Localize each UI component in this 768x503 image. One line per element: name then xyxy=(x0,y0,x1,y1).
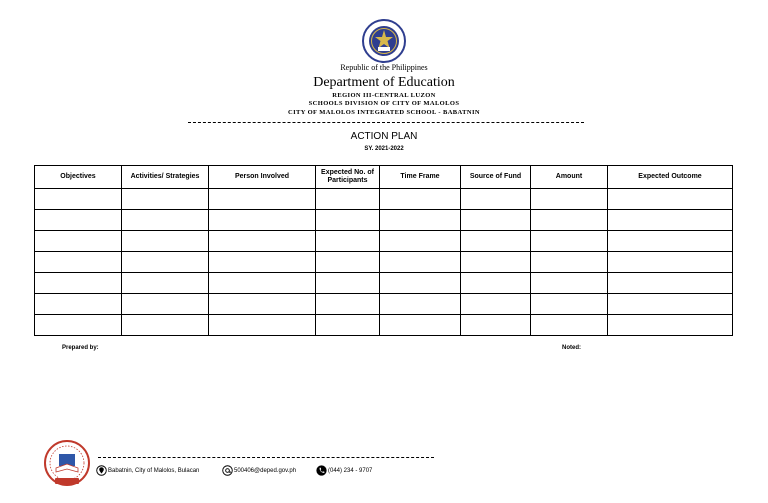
school-year: SY. 2021-2022 xyxy=(364,146,404,152)
table-cell[interactable] xyxy=(380,294,461,315)
table-cell[interactable] xyxy=(209,315,316,336)
region-heading: REGION III-CENTRAL LUZON xyxy=(332,92,436,99)
document-title: ACTION PLAN xyxy=(350,131,418,142)
footer-address xyxy=(96,464,199,477)
table-row xyxy=(35,189,733,210)
deped-seal-logo xyxy=(358,18,410,64)
table-cell[interactable] xyxy=(316,294,380,315)
table-cell[interactable] xyxy=(461,231,531,252)
table-cell[interactable] xyxy=(122,252,209,273)
table-cell[interactable] xyxy=(209,189,316,210)
table-cell[interactable] xyxy=(531,294,608,315)
table-cell[interactable] xyxy=(316,189,380,210)
table-cell[interactable] xyxy=(316,273,380,294)
table-cell[interactable] xyxy=(209,210,316,231)
noted-label: Noted: xyxy=(562,345,581,351)
table-cell[interactable] xyxy=(608,294,733,315)
column-header-expected-outcome: Expected Outcome xyxy=(608,166,733,189)
table-cell[interactable] xyxy=(316,231,380,252)
table-cell[interactable] xyxy=(35,294,122,315)
table-cell[interactable] xyxy=(35,252,122,273)
table-cell[interactable] xyxy=(209,273,316,294)
table-cell[interactable] xyxy=(461,294,531,315)
table-cell[interactable] xyxy=(316,252,380,273)
footer-divider xyxy=(98,457,434,458)
table-cell[interactable] xyxy=(209,252,316,273)
footer-phone xyxy=(316,464,372,477)
email-icon xyxy=(222,465,233,476)
table-row xyxy=(35,294,733,315)
table-cell[interactable] xyxy=(531,315,608,336)
prepared-by-label: Prepared by: xyxy=(62,345,99,351)
column-header-activities: Activities/ Strategies xyxy=(122,166,209,189)
republic-heading: Republic of the Philippines xyxy=(340,63,428,72)
table-cell[interactable] xyxy=(209,231,316,252)
table-cell[interactable] xyxy=(35,189,122,210)
table-cell[interactable] xyxy=(608,315,733,336)
table-row xyxy=(35,315,733,336)
location-icon xyxy=(96,465,107,476)
table-cell[interactable] xyxy=(461,252,531,273)
table-cell[interactable] xyxy=(380,273,461,294)
table-cell[interactable] xyxy=(608,273,733,294)
table-cell[interactable] xyxy=(316,315,380,336)
table-body xyxy=(35,189,733,336)
table-row xyxy=(35,231,733,252)
column-header-person-involved: Person Involved xyxy=(209,166,316,189)
table-cell[interactable] xyxy=(122,294,209,315)
table-cell[interactable] xyxy=(35,231,122,252)
action-plan-table xyxy=(34,165,733,336)
table-cell[interactable] xyxy=(608,231,733,252)
table-cell[interactable] xyxy=(122,210,209,231)
division-heading: SCHOOLS DIVISION OF CITY OF MALOLOS xyxy=(308,100,460,107)
table-row xyxy=(35,273,733,294)
school-heading: CITY OF MALOLOS INTEGRATED SCHOOL - BABATNIN xyxy=(287,109,481,116)
table-cell[interactable] xyxy=(209,294,316,315)
table-cell[interactable] xyxy=(316,210,380,231)
phone-icon xyxy=(316,465,327,476)
table-cell[interactable] xyxy=(122,189,209,210)
column-header-source-of-fund: Source of Fund xyxy=(461,166,531,189)
address-text: Babatnin, City of Malolos, Bulacan xyxy=(108,467,200,474)
header-divider xyxy=(188,122,584,123)
table-cell[interactable] xyxy=(380,252,461,273)
table-row xyxy=(35,210,733,231)
phone-text: (044) 234 - 9707 xyxy=(328,467,373,474)
table-cell[interactable] xyxy=(35,273,122,294)
table-cell[interactable] xyxy=(531,273,608,294)
table-cell[interactable] xyxy=(461,189,531,210)
column-header-objectives: Objectives xyxy=(35,166,122,189)
school-logo xyxy=(42,438,92,490)
table-cell[interactable] xyxy=(122,315,209,336)
table-cell[interactable] xyxy=(122,273,209,294)
table-cell[interactable] xyxy=(531,189,608,210)
table-cell[interactable] xyxy=(608,252,733,273)
table-header-row xyxy=(35,166,733,189)
table-cell[interactable] xyxy=(380,315,461,336)
email-text: 500406@deped.gov.ph xyxy=(234,467,297,474)
department-heading: Department of Education xyxy=(313,75,455,90)
table-row xyxy=(35,252,733,273)
footer-email xyxy=(222,464,296,477)
table-cell[interactable] xyxy=(531,231,608,252)
table-cell[interactable] xyxy=(380,189,461,210)
table-cell[interactable] xyxy=(35,210,122,231)
table-cell[interactable] xyxy=(531,210,608,231)
table-cell[interactable] xyxy=(122,231,209,252)
table-cell[interactable] xyxy=(461,273,531,294)
column-header-expected-participants: Expected No. of Participants xyxy=(316,166,380,189)
table-cell[interactable] xyxy=(380,210,461,231)
table-cell[interactable] xyxy=(461,210,531,231)
table-cell[interactable] xyxy=(461,315,531,336)
table-cell[interactable] xyxy=(608,210,733,231)
table-cell[interactable] xyxy=(35,315,122,336)
table-cell[interactable] xyxy=(608,189,733,210)
table-cell[interactable] xyxy=(531,252,608,273)
table-cell[interactable] xyxy=(380,231,461,252)
column-header-time-frame: Time Frame xyxy=(380,166,461,189)
column-header-amount: Amount xyxy=(531,166,608,189)
